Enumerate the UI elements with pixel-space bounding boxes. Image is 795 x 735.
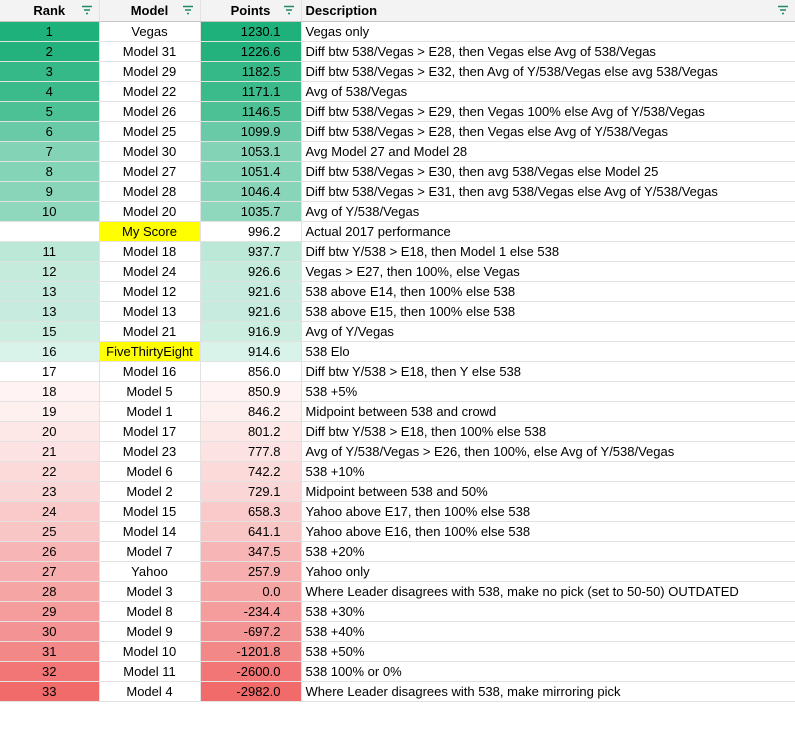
description-cell[interactable]: 538 Elo (301, 341, 795, 361)
description-cell[interactable]: 538 +20% (301, 541, 795, 561)
table-row (0, 481, 795, 501)
model-cell[interactable]: Model 29 (99, 61, 200, 81)
table-row (0, 621, 795, 641)
model-cell[interactable]: Model 2 (99, 481, 200, 501)
description-cell[interactable]: Avg of 538/Vegas (301, 81, 795, 101)
rank-cell[interactable]: 25 (0, 521, 99, 541)
table-row (0, 241, 795, 261)
model-cell[interactable]: Model 9 (99, 621, 200, 641)
points-header-label: Points (230, 2, 271, 18)
points-cell[interactable]: 926.6 (200, 261, 301, 281)
table-row (0, 361, 795, 381)
table-row (0, 221, 795, 241)
description-cell[interactable]: Avg of Y/538/Vegas > E26, then 100%, else Avg of Y/538/Vegas (301, 441, 795, 461)
rank-cell[interactable]: 12 (0, 261, 99, 281)
model-cell[interactable]: Yahoo (99, 561, 200, 581)
description-header[interactable] (301, 0, 795, 21)
description-cell[interactable]: Avg Model 27 and Model 28 (301, 141, 795, 161)
description-cell[interactable]: Diff btw 538/Vegas > E28, then Vegas else Avg of 538/Vegas (301, 41, 795, 61)
description-cell[interactable]: Diff btw Y/538 > E18, then Y else 538 (301, 361, 795, 381)
points-cell[interactable]: 1053.1 (200, 141, 301, 161)
points-cell[interactable]: 1171.1 (200, 81, 301, 101)
model-cell[interactable]: Model 17 (99, 421, 200, 441)
description-cell[interactable]: 538 +10% (301, 461, 795, 481)
points-cell[interactable]: 921.6 (200, 301, 301, 321)
table-row (0, 521, 795, 541)
description-cell[interactable]: 538 +50% (301, 641, 795, 661)
model-cell[interactable]: Model 8 (99, 601, 200, 621)
model-cell[interactable]: Model 4 (99, 681, 200, 701)
table-row (0, 681, 795, 701)
description-cell[interactable]: Actual 2017 performance (301, 221, 795, 241)
table-row (0, 161, 795, 181)
points-cell[interactable]: 641.1 (200, 521, 301, 541)
model-cell[interactable]: My Score (99, 221, 200, 241)
points-cell[interactable]: 1182.5 (200, 61, 301, 81)
model-cell[interactable]: Model 16 (99, 361, 200, 381)
filter-icon[interactable] (777, 4, 789, 16)
points-cell[interactable]: -2600.0 (200, 661, 301, 681)
description-cell[interactable]: 538 above E15, then 100% else 538 (301, 301, 795, 321)
model-cell[interactable]: Model 20 (99, 201, 200, 221)
description-cell[interactable]: Midpoint between 538 and crowd (301, 401, 795, 421)
description-cell[interactable]: 538 +30% (301, 601, 795, 621)
model-header-label: Model (130, 2, 169, 18)
rank-cell[interactable]: 8 (0, 161, 99, 181)
points-cell[interactable]: 914.6 (200, 341, 301, 361)
model-cell[interactable]: Model 22 (99, 81, 200, 101)
model-cell[interactable]: Model 14 (99, 521, 200, 541)
rank-cell[interactable]: 7 (0, 141, 99, 161)
rank-cell[interactable]: 18 (0, 381, 99, 401)
rank-cell[interactable]: 2 (0, 41, 99, 61)
description-cell[interactable]: Yahoo only (301, 561, 795, 581)
table-row (0, 501, 795, 521)
model-cell[interactable]: Model 24 (99, 261, 200, 281)
description-cell[interactable]: 538 above E14, then 100% else 538 (301, 281, 795, 301)
points-cell[interactable]: 1146.5 (200, 101, 301, 121)
model-cell[interactable]: Model 28 (99, 181, 200, 201)
rank-cell[interactable]: 16 (0, 341, 99, 361)
table-row (0, 381, 795, 401)
model-cell[interactable]: Model 27 (99, 161, 200, 181)
model-cell[interactable]: Model 6 (99, 461, 200, 481)
rank-cell[interactable]: 15 (0, 321, 99, 341)
points-header[interactable] (200, 0, 301, 21)
model-cell[interactable]: Model 10 (99, 641, 200, 661)
description-cell[interactable]: Diff btw Y/538 > E18, then Model 1 else 538 (301, 241, 795, 261)
model-cell[interactable]: Model 12 (99, 281, 200, 301)
description-cell[interactable]: Where Leader disagrees with 538, make mirroring pick (301, 681, 795, 701)
table-row (0, 321, 795, 341)
model-cell[interactable]: Model 11 (99, 661, 200, 681)
table-row (0, 401, 795, 421)
rank-cell[interactable]: 23 (0, 481, 99, 501)
description-cell[interactable]: Diff btw 538/Vegas > E28, then Vegas else Avg of Y/538/Vegas (301, 121, 795, 141)
rank-cell[interactable]: 20 (0, 421, 99, 441)
rank-cell[interactable]: 10 (0, 201, 99, 221)
model-cell[interactable]: Model 23 (99, 441, 200, 461)
rank-cell[interactable]: 22 (0, 461, 99, 481)
rank-cell[interactable]: 26 (0, 541, 99, 561)
table-row (0, 281, 795, 301)
table-row (0, 181, 795, 201)
table-row (0, 101, 795, 121)
rank-cell[interactable]: 33 (0, 681, 99, 701)
description-cell[interactable]: Midpoint between 538 and 50% (301, 481, 795, 501)
table-row (0, 201, 795, 221)
rank-cell[interactable]: 19 (0, 401, 99, 421)
points-cell[interactable]: 1099.9 (200, 121, 301, 141)
rank-cell[interactable]: 9 (0, 181, 99, 201)
description-cell[interactable]: Where Leader disagrees with 538, make no pick (set to 50-50) OUTDATED (301, 581, 795, 601)
rank-cell[interactable]: 31 (0, 641, 99, 661)
points-cell[interactable]: 1230.1 (200, 21, 301, 41)
description-cell[interactable]: Yahoo above E16, then 100% else 538 (301, 521, 795, 541)
rank-header[interactable] (0, 0, 99, 21)
model-cell[interactable]: FiveThirtyEight (99, 341, 200, 361)
rank-cell[interactable]: 1 (0, 21, 99, 41)
description-cell[interactable]: 538 100% or 0% (301, 661, 795, 681)
description-cell[interactable]: Vegas > E27, then 100%, else Vegas (301, 261, 795, 281)
description-cell[interactable]: Diff btw 538/Vegas > E29, then Vegas 100% else Avg of Y/538/Vegas (301, 101, 795, 121)
table-row (0, 261, 795, 281)
table-row (0, 81, 795, 101)
table-row (0, 581, 795, 601)
rank-cell[interactable]: 30 (0, 621, 99, 641)
description-cell[interactable]: Yahoo above E17, then 100% else 538 (301, 501, 795, 521)
rank-cell[interactable]: 24 (0, 501, 99, 521)
description-cell[interactable]: Diff btw Y/538 > E18, then 100% else 538 (301, 421, 795, 441)
rank-cell[interactable]: 6 (0, 121, 99, 141)
table-row (0, 561, 795, 581)
table-row (0, 641, 795, 661)
rank-cell[interactable]: 4 (0, 81, 99, 101)
description-cell[interactable]: Diff btw 538/Vegas > E31, then avg 538/Vegas else Avg of Y/538/Vegas (301, 181, 795, 201)
model-cell[interactable]: Model 5 (99, 381, 200, 401)
model-header[interactable] (99, 0, 200, 21)
points-cell[interactable]: -2982.0 (200, 681, 301, 701)
points-cell[interactable]: 1035.7 (200, 201, 301, 221)
table-row (0, 421, 795, 441)
points-cell[interactable]: 742.2 (200, 461, 301, 481)
rank-cell[interactable]: 27 (0, 561, 99, 581)
table-row (0, 541, 795, 561)
rank-cell[interactable]: 11 (0, 241, 99, 261)
model-cell[interactable]: Model 15 (99, 501, 200, 521)
filter-icon[interactable] (182, 4, 194, 16)
points-cell[interactable]: 916.9 (200, 321, 301, 341)
model-cell[interactable]: Model 18 (99, 241, 200, 261)
model-cell[interactable]: Model 30 (99, 141, 200, 161)
model-cell[interactable]: Model 25 (99, 121, 200, 141)
description-cell[interactable]: Diff btw 538/Vegas > E32, then Avg of Y/538/Vegas else avg 538/Vegas (301, 61, 795, 81)
model-cell[interactable]: Model 1 (99, 401, 200, 421)
description-cell[interactable]: 538 +5% (301, 381, 795, 401)
points-cell[interactable]: -697.2 (200, 621, 301, 641)
points-cell[interactable]: 1226.6 (200, 41, 301, 61)
points-cell[interactable]: 257.9 (200, 561, 301, 581)
table-row (0, 121, 795, 141)
description-header-label: Description (305, 2, 378, 18)
model-cell[interactable]: Model 13 (99, 301, 200, 321)
table-row (0, 61, 795, 81)
points-cell[interactable]: 996.2 (200, 221, 301, 241)
rank-cell[interactable]: 17 (0, 361, 99, 381)
rank-cell[interactable] (0, 221, 99, 241)
model-cell[interactable]: Model 26 (99, 101, 200, 121)
table-body (0, 21, 795, 701)
rank-cell[interactable]: 13 (0, 281, 99, 301)
points-cell[interactable]: 658.3 (200, 501, 301, 521)
points-cell[interactable]: 0.0 (200, 581, 301, 601)
model-cell[interactable]: Model 7 (99, 541, 200, 561)
points-cell[interactable]: 347.5 (200, 541, 301, 561)
table-row (0, 301, 795, 321)
model-cell[interactable]: Model 3 (99, 581, 200, 601)
table-row (0, 341, 795, 361)
table-row (0, 661, 795, 681)
rank-cell[interactable]: 5 (0, 101, 99, 121)
points-cell[interactable]: -234.4 (200, 601, 301, 621)
table-row (0, 21, 795, 41)
points-cell[interactable]: 1046.4 (200, 181, 301, 201)
description-cell[interactable]: Avg of Y/Vegas (301, 321, 795, 341)
points-cell[interactable]: 1051.4 (200, 161, 301, 181)
points-cell[interactable]: 801.2 (200, 421, 301, 441)
points-cell[interactable]: 856.0 (200, 361, 301, 381)
table-row (0, 461, 795, 481)
table-row (0, 601, 795, 621)
points-cell[interactable]: 846.2 (200, 401, 301, 421)
filter-icon[interactable] (283, 4, 295, 16)
model-cell[interactable]: Model 21 (99, 321, 200, 341)
rank-cell[interactable]: 3 (0, 61, 99, 81)
model-cell[interactable]: Vegas (99, 21, 200, 41)
description-cell[interactable]: Diff btw 538/Vegas > E30, then avg 538/Vegas else Model 25 (301, 161, 795, 181)
points-cell[interactable]: 850.9 (200, 381, 301, 401)
rank-cell[interactable]: 21 (0, 441, 99, 461)
header-row (0, 0, 795, 21)
rank-cell[interactable]: 13 (0, 301, 99, 321)
table-row (0, 141, 795, 161)
rank-cell[interactable]: 29 (0, 601, 99, 621)
rank-cell[interactable]: 32 (0, 661, 99, 681)
table-row (0, 441, 795, 461)
rank-cell[interactable]: 28 (0, 581, 99, 601)
filter-icon[interactable] (81, 4, 93, 16)
table-row (0, 41, 795, 61)
description-cell[interactable]: 538 +40% (301, 621, 795, 641)
points-cell[interactable]: -1201.8 (200, 641, 301, 661)
rank-header-label: Rank (33, 2, 66, 18)
points-cell[interactable]: 921.6 (200, 281, 301, 301)
points-cell[interactable]: 777.8 (200, 441, 301, 461)
description-cell[interactable]: Avg of Y/538/Vegas (301, 201, 795, 221)
model-cell[interactable]: Model 31 (99, 41, 200, 61)
points-cell[interactable]: 729.1 (200, 481, 301, 501)
description-cell[interactable]: Vegas only (301, 21, 795, 41)
points-cell[interactable]: 937.7 (200, 241, 301, 261)
